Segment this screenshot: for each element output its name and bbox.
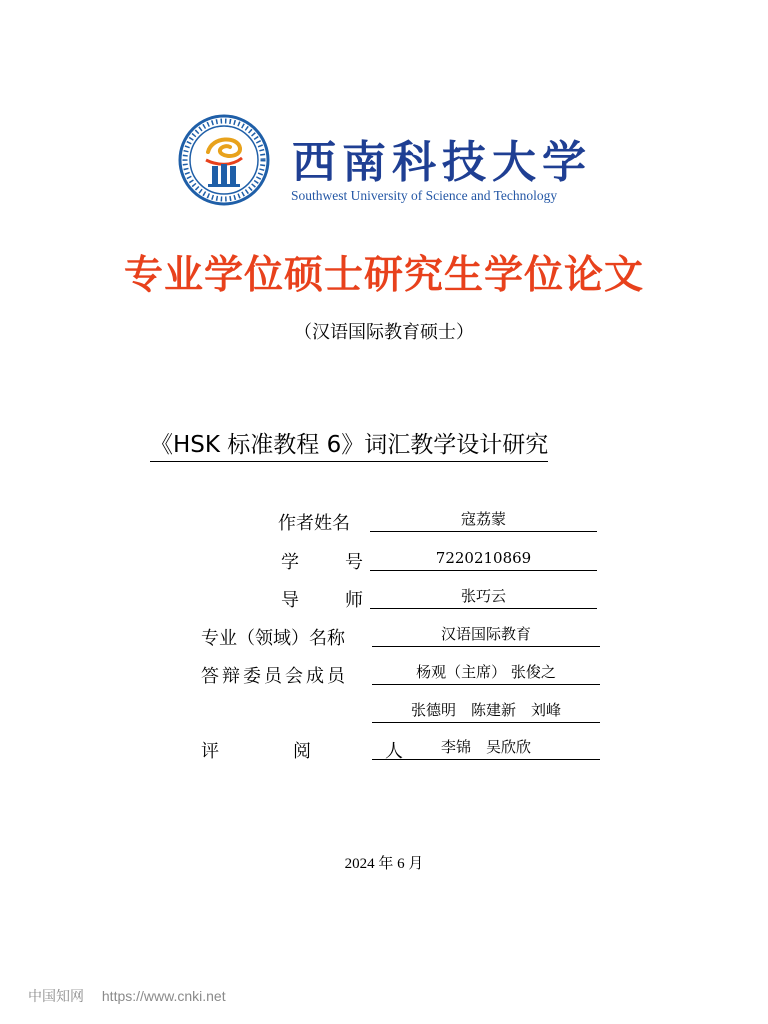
info-row-committee-cont: [0, 698, 768, 728]
degree-subtitle: （汉语国际教育硕士）: [294, 322, 474, 343]
info-row-student-id: [0, 546, 768, 576]
info-row-committee: [0, 660, 768, 690]
university-name-en: Southwest University of Science and Technology: [291, 188, 558, 203]
info-row-major: [0, 622, 768, 652]
major-label: 专业（领域）名称: [201, 628, 345, 649]
committee-value-line1: 杨观（主席） 张俊之: [372, 660, 600, 685]
university-seal-icon: [178, 114, 270, 206]
info-row-advisor: [0, 584, 768, 614]
cnki-watermark: [28, 986, 240, 1006]
document-type-title: 专业学位硕士研究生学位论文: [123, 252, 644, 298]
reviewer-value: 李锦 吴欣欣: [372, 735, 600, 760]
student-id-value: 7220210869: [370, 546, 597, 571]
author-value: 寇荔蒙: [370, 507, 597, 532]
university-logo: [178, 114, 592, 210]
author-label: 作者姓名: [278, 513, 350, 534]
major-value: 汉语国际教育: [372, 622, 600, 647]
committee-value-line2: 张德明 陈建新 刘峰: [372, 698, 600, 723]
reviewer-label: 评 阅 人: [201, 741, 431, 762]
advisor-value: 张巧云: [370, 584, 597, 609]
info-row-reviewer: [0, 735, 768, 765]
advisor-label: 导 师: [281, 590, 377, 611]
committee-label: 答辩委员会成员: [201, 666, 348, 687]
watermark-site-name: 中国知网: [28, 988, 84, 1004]
watermark-site-url[interactable]: https://www.cnki.net: [101, 988, 226, 1004]
university-name-cn: 西南科技大学: [292, 137, 592, 188]
thesis-title: 《HSK 标准教程 6》词汇教学设计研究: [150, 430, 548, 462]
info-row-author: [0, 507, 768, 537]
submission-date: 2024 年 6 月: [344, 856, 424, 872]
student-id-label: 学 号: [281, 552, 377, 573]
